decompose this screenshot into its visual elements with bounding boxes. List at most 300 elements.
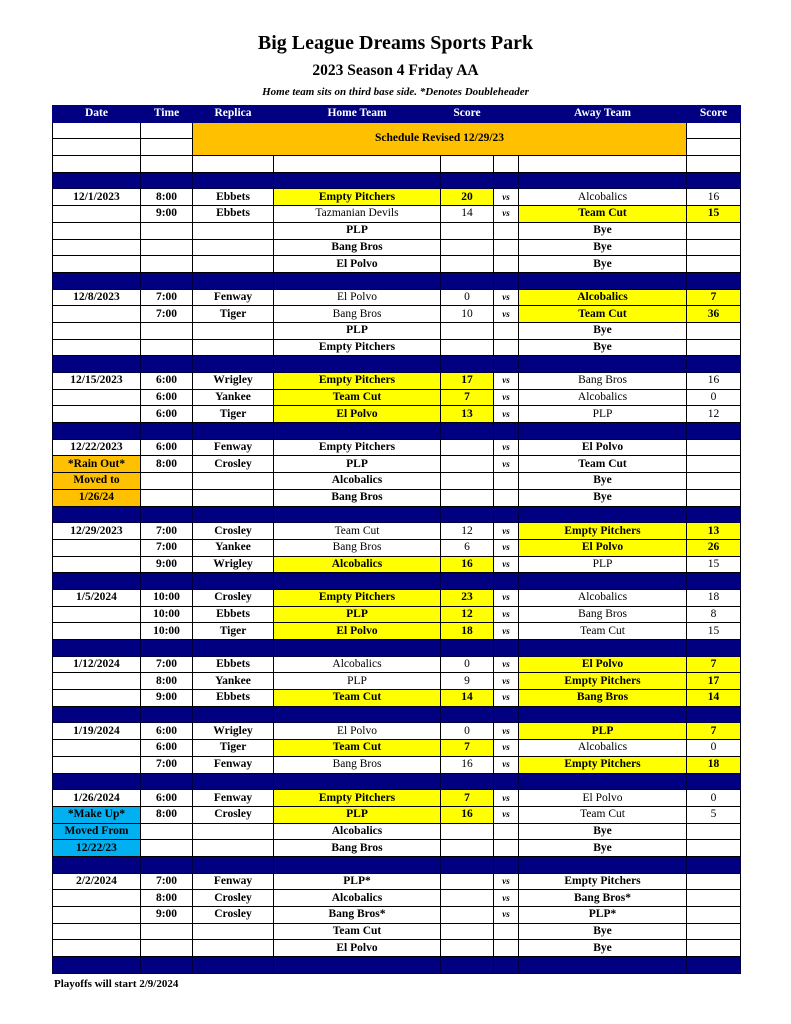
game-row (53, 806, 741, 823)
separator-cell (519, 506, 687, 523)
separator-cell (687, 423, 741, 440)
away-score-cell (687, 940, 741, 957)
game-row (53, 406, 741, 423)
separator-cell (494, 506, 519, 523)
separator-cell (687, 856, 741, 873)
home-team-cell: PLP (274, 322, 441, 339)
vs-cell: vs (494, 623, 519, 640)
game-row (53, 790, 741, 807)
vs-cell: vs (494, 756, 519, 773)
time-cell: 8:00 (141, 456, 193, 473)
separator-cell (141, 957, 193, 974)
vs-cell: vs (494, 740, 519, 757)
replica-cell (193, 322, 274, 339)
game-row (53, 456, 741, 473)
away-team-cell: Bye (519, 222, 687, 239)
away-score-cell: 8 (687, 606, 741, 623)
away-team-cell: Alcobalics (519, 389, 687, 406)
date-cell (53, 756, 141, 773)
game-row (53, 222, 741, 239)
game-row (53, 673, 741, 690)
home-team-cell: Alcobalics (274, 556, 441, 573)
away-team-cell: Bye (519, 940, 687, 957)
home-team-cell: Team Cut (274, 389, 441, 406)
header-home-score: Score (441, 106, 494, 123)
home-score-cell: 0 (441, 656, 494, 673)
game-row (53, 523, 741, 540)
vs-cell: vs (494, 373, 519, 390)
cell (53, 139, 141, 156)
time-cell: 8:00 (141, 673, 193, 690)
away-score-cell (687, 890, 741, 907)
game-row (53, 389, 741, 406)
replica-cell: Ebbets (193, 189, 274, 206)
home-team-cell: PLP (274, 806, 441, 823)
separator-cell (441, 706, 494, 723)
header-row (53, 106, 741, 123)
separator-cell (494, 957, 519, 974)
separator-cell (494, 856, 519, 873)
header-away-team: Away Team (519, 106, 687, 123)
away-team-cell: Alcobalics (519, 189, 687, 206)
separator-cell (687, 172, 741, 189)
cell (53, 122, 141, 139)
home-score-cell (441, 339, 494, 356)
header-date: Date (53, 106, 141, 123)
separator-cell (441, 356, 494, 373)
week-separator (53, 773, 741, 790)
home-team-cell: PLP (274, 222, 441, 239)
week-separator (53, 573, 741, 590)
game-row (53, 873, 741, 890)
away-score-cell (687, 873, 741, 890)
home-team-cell: El Polvo (274, 256, 441, 273)
date-cell: 1/12/2024 (53, 656, 141, 673)
away-score-cell: 0 (687, 740, 741, 757)
replica-cell: Crosley (193, 456, 274, 473)
away-score-cell: 7 (687, 723, 741, 740)
game-row (53, 439, 741, 456)
home-score-cell: 6 (441, 539, 494, 556)
away-team-cell: Team Cut (519, 456, 687, 473)
replica-cell (193, 940, 274, 957)
week-separator (53, 706, 741, 723)
vs-cell: vs (494, 606, 519, 623)
separator-cell (519, 356, 687, 373)
time-cell: 10:00 (141, 589, 193, 606)
time-cell: 8:00 (141, 189, 193, 206)
game-row (53, 489, 741, 506)
time-cell: 6:00 (141, 790, 193, 807)
home-score-cell: 7 (441, 790, 494, 807)
away-team-cell: El Polvo (519, 439, 687, 456)
vs-cell (494, 823, 519, 840)
home-team-cell: Empty Pitchers (274, 189, 441, 206)
time-cell: 9:00 (141, 907, 193, 924)
away-team-cell: Alcobalics (519, 289, 687, 306)
away-team-cell: Empty Pitchers (519, 756, 687, 773)
separator-cell (141, 706, 193, 723)
date-cell (53, 940, 141, 957)
replica-cell (193, 840, 274, 857)
away-score-cell: 17 (687, 673, 741, 690)
away-score-cell (687, 923, 741, 940)
week-separator (53, 506, 741, 523)
replica-cell: Ebbets (193, 206, 274, 223)
home-team-cell: Alcobalics (274, 473, 441, 490)
date-cell (53, 740, 141, 757)
game-row (53, 256, 741, 273)
away-team-cell: Bang Bros (519, 606, 687, 623)
home-team-cell: Team Cut (274, 740, 441, 757)
home-score-cell: 13 (441, 406, 494, 423)
replica-cell: Wrigley (193, 723, 274, 740)
home-score-cell: 7 (441, 389, 494, 406)
date-cell (53, 322, 141, 339)
separator-cell (193, 573, 274, 590)
vs-cell: vs (494, 723, 519, 740)
vs-cell: vs (494, 206, 519, 223)
vs-cell: vs (494, 523, 519, 540)
away-team-cell: Bye (519, 322, 687, 339)
separator-cell (494, 773, 519, 790)
date-cell (53, 623, 141, 640)
separator-cell (141, 423, 193, 440)
away-team-cell: Bye (519, 489, 687, 506)
home-team-cell: Empty Pitchers (274, 790, 441, 807)
home-team-cell: Bang Bros (274, 756, 441, 773)
home-score-cell: 16 (441, 806, 494, 823)
separator-cell (519, 706, 687, 723)
date-cell (53, 539, 141, 556)
separator-cell (519, 856, 687, 873)
home-score-cell: 9 (441, 673, 494, 690)
separator-cell (193, 773, 274, 790)
vs-cell: vs (494, 656, 519, 673)
replica-cell (193, 489, 274, 506)
date-cell: Moved to (53, 473, 141, 490)
home-score-cell (441, 239, 494, 256)
game-row (53, 473, 741, 490)
date-cell: 12/15/2023 (53, 373, 141, 390)
vs-cell (494, 489, 519, 506)
vs-cell: vs (494, 673, 519, 690)
separator-cell (141, 356, 193, 373)
time-cell (141, 339, 193, 356)
home-score-cell: 12 (441, 606, 494, 623)
home-score-cell (441, 890, 494, 907)
game-row (53, 907, 741, 924)
replica-cell: Crosley (193, 523, 274, 540)
date-cell (53, 239, 141, 256)
cell (519, 156, 687, 173)
vs-cell: vs (494, 189, 519, 206)
game-row (53, 740, 741, 757)
home-score-cell (441, 439, 494, 456)
separator-cell (441, 957, 494, 974)
time-cell: 7:00 (141, 539, 193, 556)
home-team-cell: PLP (274, 456, 441, 473)
date-cell: 2/2/2024 (53, 873, 141, 890)
week-separator (53, 640, 741, 657)
separator-cell (441, 856, 494, 873)
replica-cell: Crosley (193, 589, 274, 606)
away-score-cell (687, 239, 741, 256)
replica-cell: Crosley (193, 907, 274, 924)
replica-cell: Ebbets (193, 606, 274, 623)
home-team-cell: PLP (274, 673, 441, 690)
vs-cell (494, 840, 519, 857)
date-cell: 12/8/2023 (53, 289, 141, 306)
replica-cell: Crosley (193, 890, 274, 907)
replica-cell: Ebbets (193, 656, 274, 673)
away-team-cell: Empty Pitchers (519, 523, 687, 540)
time-cell: 7:00 (141, 523, 193, 540)
home-team-cell: Alcobalics (274, 890, 441, 907)
separator-cell (193, 356, 274, 373)
home-team-cell: Alcobalics (274, 656, 441, 673)
away-score-cell (687, 473, 741, 490)
separator-cell (141, 573, 193, 590)
away-score-cell: 15 (687, 556, 741, 573)
replica-cell (193, 473, 274, 490)
separator-cell (519, 773, 687, 790)
separator-cell (141, 856, 193, 873)
away-team-cell: Bye (519, 239, 687, 256)
away-score-cell (687, 907, 741, 924)
away-score-cell: 0 (687, 790, 741, 807)
cell (53, 156, 141, 173)
game-row (53, 940, 741, 957)
replica-cell: Yankee (193, 539, 274, 556)
separator-cell (53, 773, 141, 790)
vs-cell: vs (494, 406, 519, 423)
home-team-cell: Bang Bros (274, 239, 441, 256)
home-score-cell (441, 256, 494, 273)
separator-cell (441, 506, 494, 523)
vs-cell (494, 256, 519, 273)
separator-cell (274, 573, 441, 590)
separator-cell (441, 573, 494, 590)
date-cell (53, 406, 141, 423)
home-team-cell: Empty Pitchers (274, 339, 441, 356)
vs-cell: vs (494, 389, 519, 406)
away-team-cell: Bang Bros* (519, 890, 687, 907)
separator-cell (53, 706, 141, 723)
vs-cell (494, 940, 519, 957)
separator-cell (441, 272, 494, 289)
date-cell (53, 890, 141, 907)
home-score-cell (441, 940, 494, 957)
separator-cell (274, 356, 441, 373)
separator-cell (53, 640, 141, 657)
time-cell (141, 256, 193, 273)
separator-cell (274, 272, 441, 289)
separator-cell (141, 773, 193, 790)
home-score-cell (441, 823, 494, 840)
separator-cell (193, 706, 274, 723)
date-cell (53, 606, 141, 623)
away-team-cell: Bye (519, 823, 687, 840)
time-cell (141, 940, 193, 957)
date-cell (53, 923, 141, 940)
date-cell (53, 690, 141, 707)
separator-cell (494, 272, 519, 289)
away-team-cell: Team Cut (519, 806, 687, 823)
game-row (53, 306, 741, 323)
away-score-cell: 16 (687, 189, 741, 206)
game-row (53, 823, 741, 840)
date-cell: 1/19/2024 (53, 723, 141, 740)
header-time: Time (141, 106, 193, 123)
cell (141, 139, 193, 156)
separator-cell (519, 573, 687, 590)
game-row (53, 239, 741, 256)
date-cell: 1/26/24 (53, 489, 141, 506)
replica-cell: Crosley (193, 806, 274, 823)
cell (687, 122, 741, 139)
home-team-cell: El Polvo (274, 623, 441, 640)
home-team-cell: Team Cut (274, 523, 441, 540)
home-team-cell: Empty Pitchers (274, 373, 441, 390)
separator-cell (494, 640, 519, 657)
home-score-cell: 7 (441, 740, 494, 757)
game-row (53, 339, 741, 356)
schedule-revised-banner: Schedule Revised 12/29/23 (193, 122, 687, 155)
home-team-cell: Bang Bros (274, 306, 441, 323)
replica-cell (193, 239, 274, 256)
time-cell (141, 923, 193, 940)
home-score-cell: 10 (441, 306, 494, 323)
time-cell: 6:00 (141, 389, 193, 406)
home-score-cell (441, 222, 494, 239)
home-team-cell: El Polvo (274, 406, 441, 423)
home-score-cell: 17 (441, 373, 494, 390)
vs-cell: vs (494, 289, 519, 306)
separator-cell (53, 506, 141, 523)
week-separator (53, 172, 741, 189)
home-score-cell: 18 (441, 623, 494, 640)
time-cell: 6:00 (141, 439, 193, 456)
time-cell: 10:00 (141, 606, 193, 623)
vs-cell: vs (494, 790, 519, 807)
page-subtitle: 2023 Season 4 Friday AA (312, 62, 479, 79)
separator-cell (53, 856, 141, 873)
time-cell: 6:00 (141, 406, 193, 423)
time-cell (141, 322, 193, 339)
home-team-cell: Team Cut (274, 923, 441, 940)
vs-cell: vs (494, 589, 519, 606)
game-row (53, 623, 741, 640)
time-cell: 7:00 (141, 289, 193, 306)
away-score-cell (687, 339, 741, 356)
week-separator (53, 423, 741, 440)
cell (687, 156, 741, 173)
home-score-cell (441, 907, 494, 924)
away-team-cell: Bang Bros (519, 690, 687, 707)
cell (141, 156, 193, 173)
separator-cell (53, 573, 141, 590)
separator-cell (687, 957, 741, 974)
away-score-cell (687, 322, 741, 339)
replica-cell: Tiger (193, 306, 274, 323)
separator-cell (274, 423, 441, 440)
time-cell: 6:00 (141, 373, 193, 390)
time-cell (141, 222, 193, 239)
home-team-cell: Empty Pitchers (274, 589, 441, 606)
separator-cell (519, 423, 687, 440)
replica-cell: Yankee (193, 673, 274, 690)
separator-cell (441, 423, 494, 440)
separator-cell (141, 640, 193, 657)
away-score-cell (687, 456, 741, 473)
separator-cell (141, 272, 193, 289)
week-separator (53, 356, 741, 373)
vs-cell: vs (494, 306, 519, 323)
separator-cell (494, 172, 519, 189)
game-row (53, 373, 741, 390)
away-score-cell (687, 489, 741, 506)
separator-cell (519, 957, 687, 974)
game-row (53, 322, 741, 339)
cell (441, 156, 494, 173)
header-vs (494, 106, 519, 123)
home-score-cell: 12 (441, 523, 494, 540)
time-cell: 10:00 (141, 623, 193, 640)
away-score-cell: 5 (687, 806, 741, 823)
home-team-cell: Empty Pitchers (274, 439, 441, 456)
away-score-cell (687, 256, 741, 273)
separator-cell (53, 356, 141, 373)
away-score-cell: 15 (687, 206, 741, 223)
week-separator (53, 272, 741, 289)
home-team-cell: Bang Bros* (274, 907, 441, 924)
away-team-cell: Team Cut (519, 623, 687, 640)
cell (193, 156, 274, 173)
home-score-cell (441, 840, 494, 857)
separator-cell (687, 640, 741, 657)
separator-cell (53, 957, 141, 974)
away-score-cell: 13 (687, 523, 741, 540)
separator-cell (519, 640, 687, 657)
date-cell (53, 339, 141, 356)
cell (141, 122, 193, 139)
home-score-cell (441, 923, 494, 940)
replica-cell: Fenway (193, 873, 274, 890)
home-team-cell: PLP (274, 606, 441, 623)
separator-cell (193, 506, 274, 523)
away-team-cell: PLP (519, 556, 687, 573)
away-team-cell: PLP (519, 406, 687, 423)
game-row (53, 539, 741, 556)
replica-cell: Yankee (193, 389, 274, 406)
time-cell: 6:00 (141, 723, 193, 740)
schedule-table (52, 105, 741, 974)
game-row (53, 556, 741, 573)
away-score-cell: 26 (687, 539, 741, 556)
date-cell: 12/29/2023 (53, 523, 141, 540)
away-score-cell: 18 (687, 756, 741, 773)
time-cell: 7:00 (141, 756, 193, 773)
vs-cell: vs (494, 439, 519, 456)
away-team-cell: El Polvo (519, 790, 687, 807)
week-separator (53, 957, 741, 974)
away-team-cell: Bye (519, 473, 687, 490)
home-team-cell: El Polvo (274, 289, 441, 306)
away-team-cell: Empty Pitchers (519, 673, 687, 690)
home-score-cell: 14 (441, 690, 494, 707)
vs-cell (494, 222, 519, 239)
